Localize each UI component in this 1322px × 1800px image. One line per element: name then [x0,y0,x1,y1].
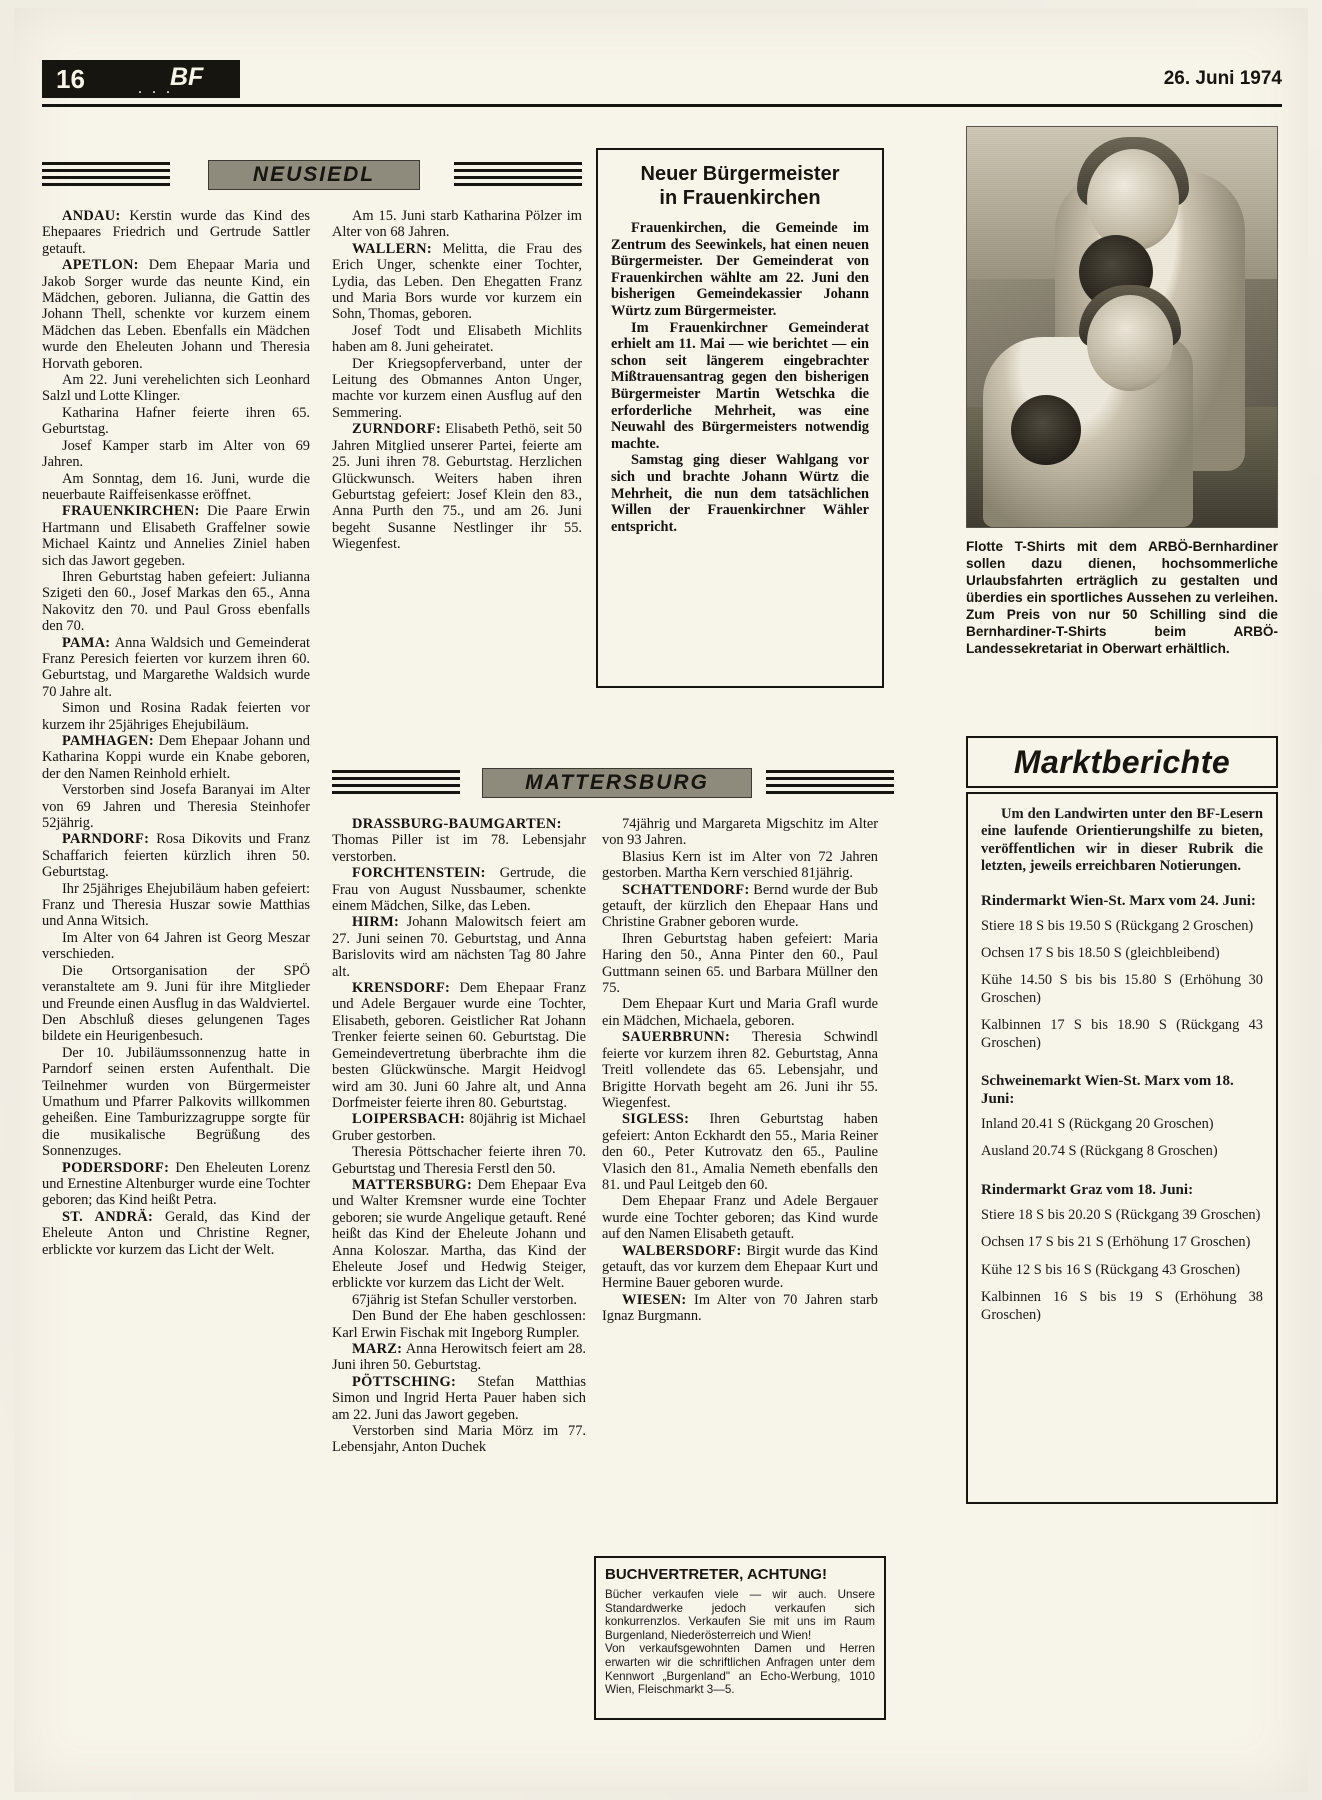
place-name: APETLON: [62,257,139,274]
news-item: PAMHAGEN: Dem Ehepaar Johann und Katharina Koppi wurde ein Knabe geboren, der den Namen Reinhold erhielt. [42,733,310,782]
ad-title: BUCHVERTRETER, ACHTUNG! [605,1566,827,1583]
news-item: Dem Ehepaar Franz und Adele Bergauer wurde eine Tochter geboren; das Kind wurde auf den Namen Elisabeth getauft. [602,1193,878,1243]
masthead [42,60,1282,110]
news-item: Am 22. Juni verehelichten sich Leonhard Salzl und Lotte Klinger. [42,372,310,405]
market-section-gap [981,1062,1263,1072]
news-item: Am 15. Juni starb Katharina Pölzer im Alter von 68 Jahren. [332,208,582,241]
folio-dots: . . . [138,80,173,97]
news-item: Die Ortsorganisation der SPÖ veranstaltete am 9. Juni für ihre Mitglieder und Freunde einen Ausflug in das Waldviertel. Den Abschluß dieses gelungenen Tages bildete ein Heurigenbesuch. [42,962,310,1045]
market-quote-line: Kühe 12 S bis 16 S (Rückgang 43 Groschen) [981,1261,1241,1278]
market-quote-line: Stiere 18 S bis 19.50 S (Rückgang 2 Groschen) [981,917,1254,934]
news-item: WALLERN: Melitta, die Frau des Erich Unger, schenkte einer Tochter, Lydia, das Leben. Den Ehegatten Franz und Maria Bors wurde vor kurzem ein Sohn, Thomas, geboren. [332,240,582,323]
place-name: FRAUENKIRCHEN: [62,503,200,520]
folio-box [42,60,240,98]
news-item: PAMA: Anna Waldsich und Gemeinderat Franz Peresich feierten vor kurzem ihren 60. Geburtstag, und Margarethe Waldsich wurde 70 Jahre alt. [42,634,310,700]
publication-mark: BF [170,63,204,91]
banner-bars-right [454,162,582,188]
market-section-title: Rindermarkt Wien-St. Marx vom 24. Juni: [981,892,1256,909]
article-paragraph: Samstag ging dieser Wahlgang vor sich und brachte Johann Würtz die Mehrheit, die nun dem tatsächlichen Willen der Frauenkirchner Wähler entspricht. [611,452,869,535]
place-name: MATTERSBURG: [352,1176,473,1193]
classified-ad-buchvertreter [594,1556,886,1720]
news-item: Katharina Hafner feierte ihren 65. Geburtstag. [42,404,310,438]
section-banner-neusiedl [42,160,582,190]
news-item: Ihren Geburtstag haben gefeiert: Julianna Szigeti den 60., Josef Markas den 65., Anna Nakovitz den 70. und Paul Gross ebenfalls den 70. [42,568,310,635]
article-body [611,220,869,535]
banner-bars-left-2 [332,770,460,796]
place-name: FORCHTENSTEIN: [352,865,486,882]
news-item: KRENSDORF: Dem Ehepaar Franz und Adele Bergauer wurde eine Tochter, Elisabeth, geboren. Geistlicher Rat Johann Trenker feierte seinen 60. Geburtstag. Die Gemeindevertretung überbrachte ihm die besten Glückwünsche. Margit Heidvogl wird am 30. Juni 60 Jahre alt, und Anna Dorfmeister feierte ihren 80. Geburtstag. [332,980,586,1111]
article-paragraph: Frauenkirchen, die Gemeinde im Zentrum des Seewinkels, hat einen neuen Bürgermeister. Der Gemeinderat von Frauenkirchen wählte am 22. Juni den bisherigen Gemeindekassier Johann Würtz zum Bürgermeister. [611,220,869,319]
place-name: ZURNDORF: [352,421,442,438]
news-item: APETLON: Dem Ehepaar Maria und Jakob Sorger wurde das neunte Kind, ein Mädchen, geboren. Julianna, die Gattin des Johann Thell, schenkte vor kurzem einem Mädchen das Leben. Ebenfalls ein Mädchen wurde den Eheleuten Johann und Theresia Horvath geboren. [42,257,310,372]
place-name: HIRM: [352,914,400,931]
news-item: Josef Kamper starb im Alter von 69 Jahren. [42,437,310,471]
place-name: WALBERSDORF: [622,1242,742,1259]
ad-paragraph: Bücher verkaufen viele — wir auch. Unsere Standardwerke jedoch verkaufen sich konkurrenzlos. Verkaufen Sie mit uns im Raum Burgenland, Niederösterreich und Wien! [605,1588,875,1642]
column-mattersburg-1 [332,816,586,1456]
section-banner-mattersburg [332,768,882,798]
news-item: Verstorben sind Josefa Baranyai im Alter von 69 Jahren und Theresia Steinhofer 52jährig. [42,782,310,832]
place-name: MARZ: [352,1341,403,1357]
banner-bars-left [42,162,170,188]
place-name: SAUERBRUNN: [622,1029,731,1046]
column-neusiedl-1 [42,208,310,1258]
market-quote-line: Kalbinnen 16 S bis 19 S (Erhöhung 38 Groschen) [981,1289,1263,1323]
place-name: ANDAU: [62,208,121,224]
photo-grain [967,127,1277,527]
article-title-line1: Neuer Bürgermeister [640,163,840,185]
place-name: DRASSBURG-BAUMGARTEN: [352,816,562,832]
market-quote-line: Kalbinnen 17 S bis 18.90 S (Rückgang 43 Groschen) [981,1017,1263,1051]
news-item: Im Alter von 64 Jahren ist Georg Meszar verschieden. [42,929,310,963]
market-quote-line: Ochsen 17 S bis 18.50 S (gleichbleibend) [981,945,1220,962]
place-name: PAMHAGEN: [62,733,154,749]
news-item: SIGLESS: Ihren Geburtstag haben gefeiert: Anton Eckhardt den 55., Maria Reiner den 60., Peter Kutrovatz den 65., Pauline Vlasich den 81., Amalia Nemeth ebenfalls den 81. und Paul Leitgeb den 60. [602,1111,878,1193]
news-item: Dem Ehepaar Kurt und Maria Grafl wurde ein Mädchen, Michaela, geboren. [602,996,878,1029]
news-item: Ihren Geburtstag haben gefeiert: Maria Haring den 50., Anna Pinter den 60., Paul Guttmann seinen 65. und Barbara Müllner den 75. [602,930,878,997]
place-name: LOIPERSBACH: [352,1111,466,1128]
market-quote-line: Ausland 20.74 S (Rückgang 8 Groschen) [981,1143,1218,1160]
news-item: SAUERBRUNN: Theresia Schwindl feierte vor kurzem ihren 82. Geburtstag, Anna Treitl vollendete das 65. Lebensjahr, und Brigitte Horvath begeht am 26. Juni ihr 55. Wiegenfest. [602,1029,878,1111]
masthead-rule [42,104,1282,107]
news-item: ANDAU: Kerstin wurde das Kind des Ehepaares Friedrich und Gertrude Sattler getauft. [42,208,310,257]
news-item: Josef Todt und Elisabeth Michlits haben am 8. Juni geheiratet. [332,322,582,356]
news-item: MATTERSBURG: Dem Ehepaar Eva und Walter Kremsner wurde eine Tochter geboren; sie wurde Angelique getauft. René heißt das Kind der Eheleute Johann und Anna Koloszar. Martha, das Kind der Eheleute Josef und Hedwig Steiger, erblickte vor kurzem das Licht der Welt. [332,1176,586,1292]
place-name: PODERSDORF: [62,1159,170,1176]
news-item: Ihr 25jähriges Ehejubiläum haben gefeiert: Franz und Theresia Huszar sowie Matthias und Anna Witsich. [42,880,310,930]
place-name: WIESEN: [622,1291,687,1308]
news-item: ST. ANDRÄ: Gerald, das Kind der Eheleute Anton und Christine Regner, erblickte vor kurzem das Licht der Welt. [42,1208,310,1258]
news-item: FRAUENKIRCHEN: Die Paare Erwin Hartmann und Elisabeth Graffelner sowie Michael Kaintz und Annelies Ziniel haben sich das Jawort gegeben. [42,503,310,569]
market-quote-line: Kühe 14.50 S bis bis 15.80 S (Erhöhung 30 Groschen) [981,972,1263,1006]
news-item: Den Bund der Ehe haben geschlossen: Karl Erwin Fischak mit Ingeborg Rumpler. [332,1308,586,1341]
section-name-mattersburg: MATTERSBURG [482,768,752,798]
section-name-neusiedl: NEUSIEDL [208,160,420,190]
news-item: FORCHTENSTEIN: Gertrude, die Frau von August Nussbaumer, schenkte einem Mädchen, Silke, das Leben. [332,865,586,915]
market-quote-line: Ochsen 17 S bis 21 S (Erhöhung 17 Groschen) [981,1234,1251,1251]
marktberichte-box [966,792,1278,1504]
column-neusiedl-2 [332,208,582,553]
place-name: PAMA: [62,634,111,651]
market-section-gap [981,1171,1263,1181]
photo-caption: Flotte T-Shirts mit dem ARBÖ-Bernhardiner sollen dazu dienen, hochsommerliche Urlaubsfahrten erträglich zu gestalten und überdies ein sportliches Aussehen zu verleihen. Zum Preis von nur 50 Schilling sind die Bernhardiner-T-Shirts beim ARBÖ-Landessekretariat in Oberwart erhältlich. [966,539,1278,656]
page-number: 16 [56,64,85,94]
news-item: MARZ: Anna Herowitsch feiert am 28. Juni ihren 50. Geburtstag. [332,1341,586,1374]
market-section-title: Rindermarkt Graz vom 18. Juni: [981,1181,1194,1198]
market-section-gap [981,1334,1263,1344]
news-item: 67jährig ist Stefan Schuller verstorben. [352,1291,578,1308]
place-name: KRENSDORF: [352,980,451,997]
news-item: WIESEN: Im Alter von 70 Jahren starb Ignaz Burgmann. [602,1291,878,1325]
place-name: SCHATTENDORF: [622,881,750,898]
news-item: PODERSDORF: Den Eheleuten Lorenz und Ernestine Altenburger wurde eine Tochter geboren; das Kind heißt Petra. [42,1159,310,1209]
ad-paragraph: Von verkaufsgewohnten Damen und Herren erwarten wir die schriftlichen Anfragen unter dem Kennwort „Burgenland" an Echo-Werbung, 1010 Wien, Fleischmarkt 3—5. [605,1642,875,1697]
news-item: PÖTTSCHING: Stefan Matthias Simon und Ingrid Herta Pauer haben sich am 22. Juni das Jawort gegeben. [332,1373,586,1423]
place-name: PARNDORF: [62,831,150,848]
ad-body [605,1588,875,1697]
issue-date: 26. Juni 1974 [1163,68,1282,89]
marktberichte-header [966,736,1278,788]
news-item: WALBERSDORF: Birgit wurde das Kind getauft, das vor kurzem dem Ehepaar Kurt und Hermine Bauer geboren wurde. [602,1242,878,1292]
article-title-line2: in Frauenkirchen [659,187,821,209]
news-item: LOIPERSBACH: 80jährig ist Michael Gruber gestorben. [332,1111,586,1144]
column-mattersburg-2 [602,816,878,1325]
news-item: Theresia Pöttschacher feierte ihren 70. Geburtstag und Theresia Ferstl den 50. [332,1144,586,1177]
market-quote-line: Stiere 18 S bis 20.20 S (Rückgang 39 Groschen) [981,1206,1261,1223]
news-item: PARNDORF: Rosa Dikovits und Franz Schaffarich feierten kürzlich ihren 50. Geburtstag. [42,831,310,881]
banner-bars-right-2 [766,770,894,796]
news-item: HIRM: Johann Malowitsch feiert am 27. Juni seinen 70. Geburtstag, und Anna Barislovits wird am nächsten Tag 80 Jahre alt. [332,914,586,980]
news-item: Der 10. Jubiläumssonnenzug hatte in Parndorf seinen ersten Aufenthalt. Die Teilnehmer wurden von Bürgermeister Umathum und Pfarrer Palkovits willkommen geheißen. Eine Tamburizzagruppe sorgte für die musikalische Begrüßung des Sonnenzuges. [42,1044,310,1160]
marktberichte-title: Marktberichte [1013,744,1231,780]
marktberichte-sections [981,892,1263,1344]
news-item: Blasius Kern ist im Alter von 72 Jahren gestorben. Martha Kern verschied 81jährig. [602,848,878,882]
news-item: Der Kriegsopferverband, unter der Leitung des Obmannes Anton Unger, machte vor kurzem einen Ausflug auf den Semmering. [332,355,582,421]
t-shirt-photo [966,126,1278,528]
news-item: Verstorben sind Maria Mörz im 77. Lebensjahr, Anton Duchek [332,1423,586,1456]
market-section-title: Schweinemarkt Wien-St. Marx vom 18. Juni: [981,1073,1234,1108]
place-name: ST. ANDRÄ: [62,1208,154,1225]
page-sheet [14,8,1308,1792]
news-item: ZURNDORF: Elisabeth Pethö, seit 50 Jahren Mitglied unserer Partei, feierte am 25. Juni ihren 78. Geburtstag. Herzlichen Glückwunsch. Weiters haben ihren Geburtstag gefeiert: Josef Klein den 83., Anna Purth den 75., und am 26. Juni begeht Susanne Nestlinger ihr 55. Wiegenfest. [332,421,582,553]
market-quote-line: Inland 20.41 S (Rückgang 20 Groschen) [981,1116,1214,1133]
marktberichte-intro: Um den Landwirten unter den BF-Lesern eine laufende Orientierungshilfe zu bieten, veröffentlichen wir in dieser Rubrik die letzten, jeweils erreichbaren Notierungen. [981,806,1263,875]
news-item: SCHATTENDORF: Bernd wurde der Bub getauft, der kürzlich den Ehepaar Hans und Christine Grabner geboren wurde. [602,881,878,931]
news-item: 74jährig und Margareta Migschitz im Alter von 93 Jahren. [602,816,878,849]
article-box-neuer-buergermeister [596,148,884,688]
place-name: SIGLESS: [622,1111,690,1128]
place-name: WALLERN: [352,240,432,257]
news-item: DRASSBURG-BAUMGARTEN: Thomas Piller ist im 78. Lebensjahr verstorben. [332,816,586,865]
article-paragraph: Im Frauenkirchner Gemeinderat erhielt am 11. Mai — wie berichtet — ein schon seit längerem eingebrachter Mißtrauensantrag gegen den bisherigen Bürgermeister Martin Wetschka die erforderliche Mehrheit, was eine Neuwahl des Bürgermeisters notwendig machte. [611,319,869,452]
news-item: Am Sonntag, dem 16. Juni, wurde die neuerbaute Raiffeisenkasse eröffnet. [42,470,310,503]
place-name: PÖTTSCHING: [352,1373,457,1390]
news-item: Simon und Rosina Radak feierten vor kurzem ihr 25jähriges Ehejubiläum. [42,700,310,733]
